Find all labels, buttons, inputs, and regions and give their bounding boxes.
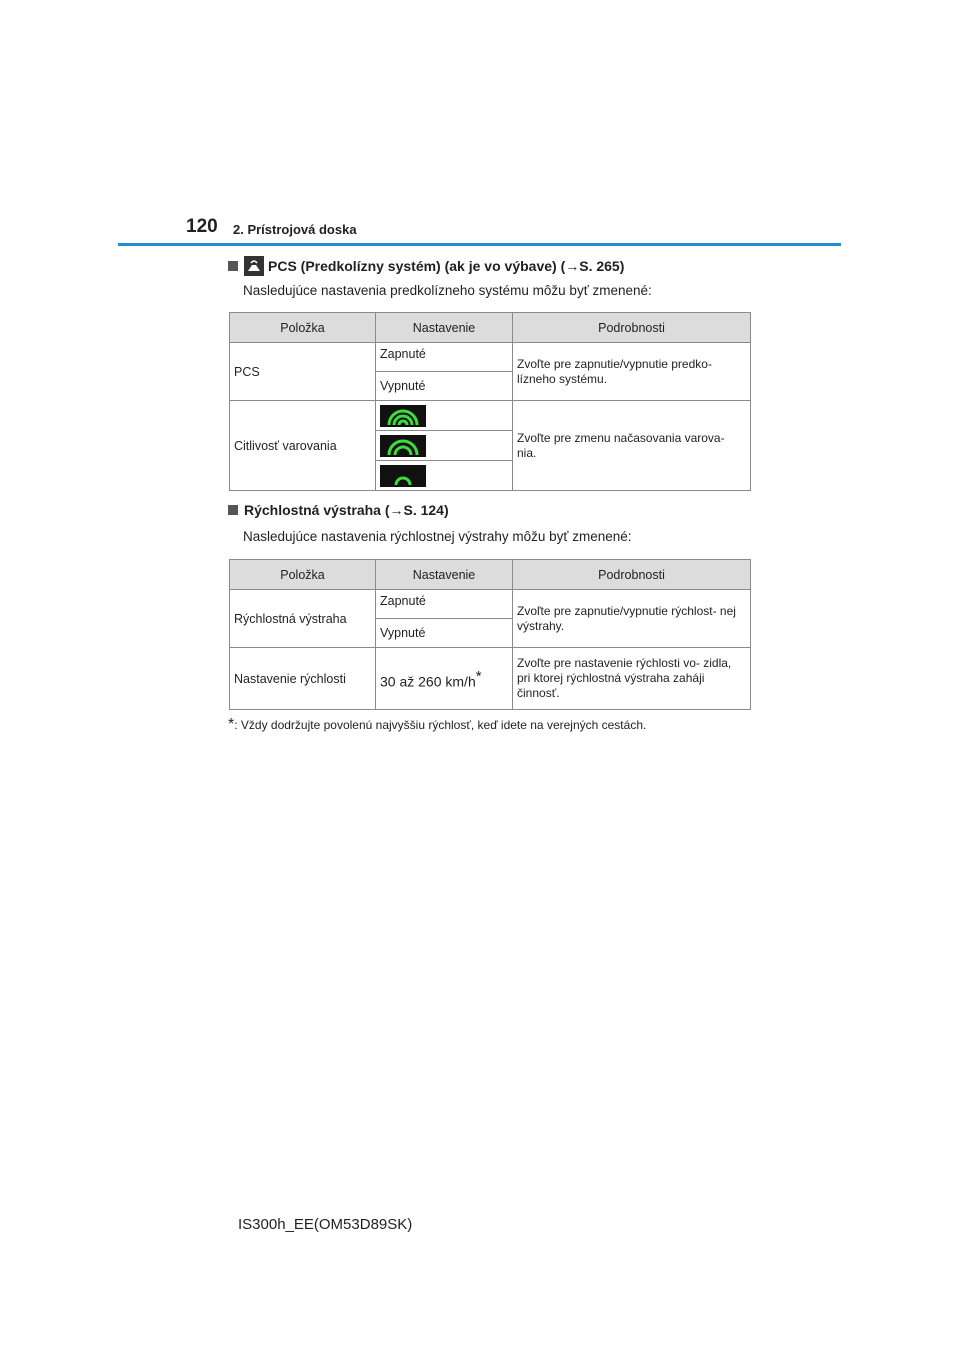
square-bullet-icon: [228, 505, 238, 515]
model-code: IS300h_EE(OM53D89SK): [238, 1216, 413, 1233]
footnote-text: : Vždy dodržujte povolenú najvyššiu rýchlosť, keď idete na verejných cestách.: [234, 718, 647, 732]
sensitivity-far-cell: [376, 401, 513, 431]
footnote-star: *: [228, 716, 235, 733]
header-setting: Nastavenie: [376, 560, 513, 590]
header-setting: Nastavenie: [376, 313, 513, 343]
chapter-title: 2. Prístrojová doska: [233, 222, 357, 237]
section-speed-heading: [228, 502, 449, 518]
near-sensitivity-icon: [380, 465, 426, 487]
speed-range-value: 30 až 260 km/h: [380, 673, 476, 690]
table-header-row: [230, 560, 751, 590]
pcs-settings-table: [229, 312, 751, 491]
table-header-row: [230, 313, 751, 343]
setting-speed-range: [376, 648, 513, 710]
speed-warning-table: [229, 559, 751, 710]
header-details: Podrobnosti: [513, 560, 751, 590]
item-pcs: PCS: [230, 343, 376, 401]
details-speed-setting: Zvoľte pre nastavenie rýchlosti vo- zidla, pri ktorej rýchlostná výstraha zaháji činnosť.: [513, 648, 751, 710]
section-speed-intro: Nasledujúce nastavenia rýchlostnej výstrahy môžu byť zmenené:: [243, 529, 632, 544]
details-pcs: Zvoľte pre zapnutie/vypnutie predko- lízneho systému.: [513, 343, 751, 401]
pcs-icon: [244, 256, 264, 276]
header-rule: [118, 243, 841, 246]
page-number: 120: [186, 216, 218, 237]
middle-sensitivity-icon: [380, 435, 426, 457]
section-pcs-title: PCS (Predkolízny systém) (ak je vo výbave) (→S. 265): [268, 258, 625, 274]
footnote-marker: *: [475, 667, 482, 685]
setting-off: Vypnuté: [376, 372, 513, 401]
square-bullet-icon: [228, 261, 238, 271]
far-sensitivity-icon: [380, 405, 426, 427]
item-speed-setting: Nastavenie rýchlosti: [230, 648, 376, 710]
table-row: [230, 401, 751, 431]
setting-on: Zapnuté: [376, 590, 513, 619]
table-row: [230, 590, 751, 619]
item-sensitivity: Citlivosť varovania: [230, 401, 376, 491]
sensitivity-near-cell: [376, 461, 513, 491]
item-speed-warning: Rýchlostná výstraha: [230, 590, 376, 648]
section-pcs-intro: Nasledujúce nastavenia predkolízneho systému môžu byť zmenené:: [243, 283, 652, 298]
setting-off: Vypnuté: [376, 619, 513, 648]
header-item: Položka: [230, 560, 376, 590]
sensitivity-middle-cell: [376, 431, 513, 461]
section-speed-title: Rýchlostná výstraha (→S. 124): [244, 502, 449, 518]
header-details: Podrobnosti: [513, 313, 751, 343]
details-sensitivity: Zvoľte pre zmenu načasovania varova- nia.: [513, 401, 751, 491]
header-item: Položka: [230, 313, 376, 343]
table-row: [230, 343, 751, 372]
footnote: [228, 716, 646, 734]
details-speed-warning: Zvoľte pre zapnutie/vypnutie rýchlost- nej výstrahy.: [513, 590, 751, 648]
table-row: [230, 648, 751, 710]
setting-on: Zapnuté: [376, 343, 513, 372]
section-pcs-heading: [228, 256, 624, 276]
